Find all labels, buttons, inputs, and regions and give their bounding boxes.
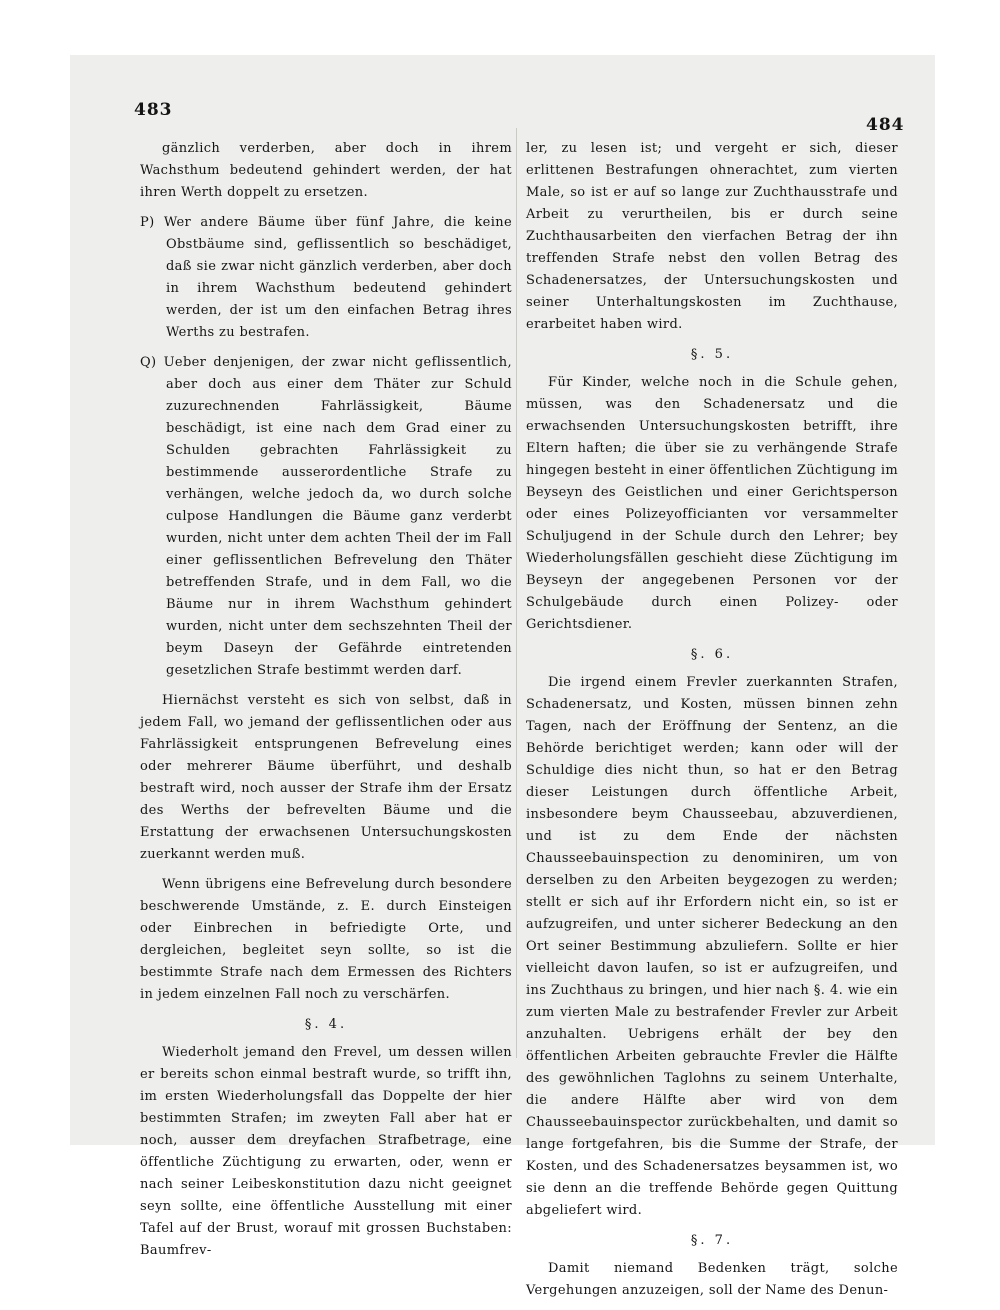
paragraph-q: Q) Ueber denjenigen, der zwar nicht geflissentlich, aber doch aus einer dem Thäter zur Schuld zuzurechnenden Fahrlässigkeit, Bäume beschädigt, ist eine nach dem Grad einer zu Schulden gebrachten Fahrlässigkeit zu bestimmende ausserordentliche Strafe zu verhängen, welche jedoch da, wo durch solche culpose Handlungen die Bäume ganz verderbt wurden, nicht unter dem achten Theil der im Fall einer geflissentlichen Befrevelung den Thäter betreffenden Strafe, und in dem Fall, wo die Bäume nur in ihrem Wachsthum gehindert wurden, nicht unter dem sechszehnten Theil der beym Daseyn der Gefährde eintretenden gesetzlichen Strafe bestimmt werden darf.	[140, 355, 512, 678]
section-heading: §. 5.	[690, 347, 734, 362]
paragraph: Die irgend einem Frevler zuerkannten Strafen, Schadenersatz, und Kosten, müssen binnen zehn Tagen, nach der Eröffnung der Sentenz, an die Behörde berichtiget werden; kann oder will der Schuldige dies nicht thun, so hat er den Betrag dieser Leistungen durch öffentliche Arbeit, insbesondere beym Chausseebau, abzuverdienen, und ist zu dem Ende der nächsten Chausseebauinspection zu denominiren, um von derselben zu den Arbeiten beygezogen zu werden; stellt er sich auf ihr Erfordern nicht ein, so ist er aufzugreifen, und unter sicherer Bedeckung an den Ort seiner Bestimmung abzuliefern. Sollte er hier vielleicht davon laufen, so ist er aufzugreifen, und ins Zuchthaus zu bringen, und hier nach §. 4. wie ein zum vierten Male zu bestrafender Frevler zur Arbeit anzuhalten. Uebrigens erhält der bey den öffentlichen Arbeiten gebrauchte Frevler die Hälfte des gewöhnlichen Taglohns zu seinem Unterhalte, die andere Hälfte aber wird von dem Chausseebauinspector zurückbehalten, und damit so lange fortgefahren, bis die Summe der Strafe, der Kosten, und des Schadenersatzes beysammen ist, wo sie denn an die treffende Behörde gegen Quittung abgeliefert wird.	[526, 675, 898, 1218]
paragraph: Damit niemand Bedenken trägt, solche Vergehungen anzuzeigen, soll der Name des Denun-	[526, 1261, 898, 1298]
paragraph: gänzlich verderben, aber doch in ihrem Wachsthum bedeutend gehindert werden, der hat ihren Werth doppelt zu ersetzen.	[140, 141, 512, 200]
page-number-left: 483	[134, 100, 173, 120]
page-number-right: 484	[866, 115, 905, 135]
paragraph: Hiernächst versteht es sich von selbst, daß in jedem Fall, wo jemand der geflissentlichen oder aus Fahrlässigkeit entsprungenen Befrevelung eines oder mehrerer Bäume überführt, und deshalb bestraft wird, noch ausser der Strafe ihm der Ersatz des Werths der befrevelten Bäume und die Erstattung der erwachsenen Untersuchungskosten zuerkannt werden muß.	[140, 693, 512, 862]
paragraph: Wenn übrigens eine Befrevelung durch besondere beschwerende Umstände, z. E. durch Einsteigen oder Einbrechen in befriedigte Orte, und dergleichen, begleitet seyn sollte, so ist die bestimmte Strafe nach dem Ermessen des Richters in jedem einzelnen Fall noch zu verschärfen.	[140, 877, 512, 1002]
column-divider	[516, 128, 517, 1058]
paragraph: Für Kinder, welche noch in die Schule gehen, müssen, was den Schadenersatz und die erwachsenden Untersuchungskosten betrifft, ihre Eltern haften; die über sie zu verhängende Strafe hingegen besteht in einer öffentlichen Züchtigung im Beyseyn des Geistlichen und einer Gerichtsperson oder eines Polizeyofficianten vor versammelter Schuljugend in der Schule durch den Lehrer; bey Wiederholungsfällen geschieht diese Züchtigung im Beyseyn der angegebenen Personen vor der Schulgebäude durch einen Polizey- oder Gerichtsdiener.	[526, 375, 898, 632]
section-heading: §. 4.	[304, 1017, 348, 1032]
left-column	[140, 138, 512, 1270]
paragraph: Wiederholt jemand den Frevel, um dessen willen er bereits schon einmal bestraft wurde, so trifft ihn, im ersten Wiederholungsfall das Doppelte der hier bestimmten Strafen; im zweyten Fall aber hat er noch, ausser dem dreyfachen Strafbetrage, eine öffentliche Züchtigung zu erwarten, oder, wenn er nach seiner Leibeskonstitution dazu nicht geeignet seyn sollte, eine öffentliche Ausstellung mit einer Tafel auf der Brust, worauf mit grossen Buchstaben: Baumfrev-	[140, 1045, 512, 1258]
section-heading: §. 6.	[690, 647, 734, 662]
paragraph: ler, zu lesen ist; und vergeht er sich, dieser erlittenen Bestrafungen ohnerachtet, zum vierten Male, so ist er auf so lange zur Zuchthausstrafe und Arbeit zu verurtheilen, bis er durch seine Zuchthausarbeiten den vierfachen Betrag der ihn treffenden Strafe nebst den vollen Betrag des Schadenersatzes, der Untersuchungskosten und seiner Unterhaltungskosten im Zuchthause, erarbeitet haben wird.	[526, 141, 898, 332]
right-column	[526, 138, 898, 1310]
paragraph-p: P) Wer andere Bäume über fünf Jahre, die keine Obstbäume sind, geflissentlich so beschädiget, daß sie zwar nicht gänzlich verderben, aber doch in ihrem Wachsthum bedeutend gehindert werden, der ist um den einfachen Betrag ihres Werths zu bestrafen.	[140, 215, 512, 340]
section-heading: §. 7.	[690, 1233, 734, 1248]
